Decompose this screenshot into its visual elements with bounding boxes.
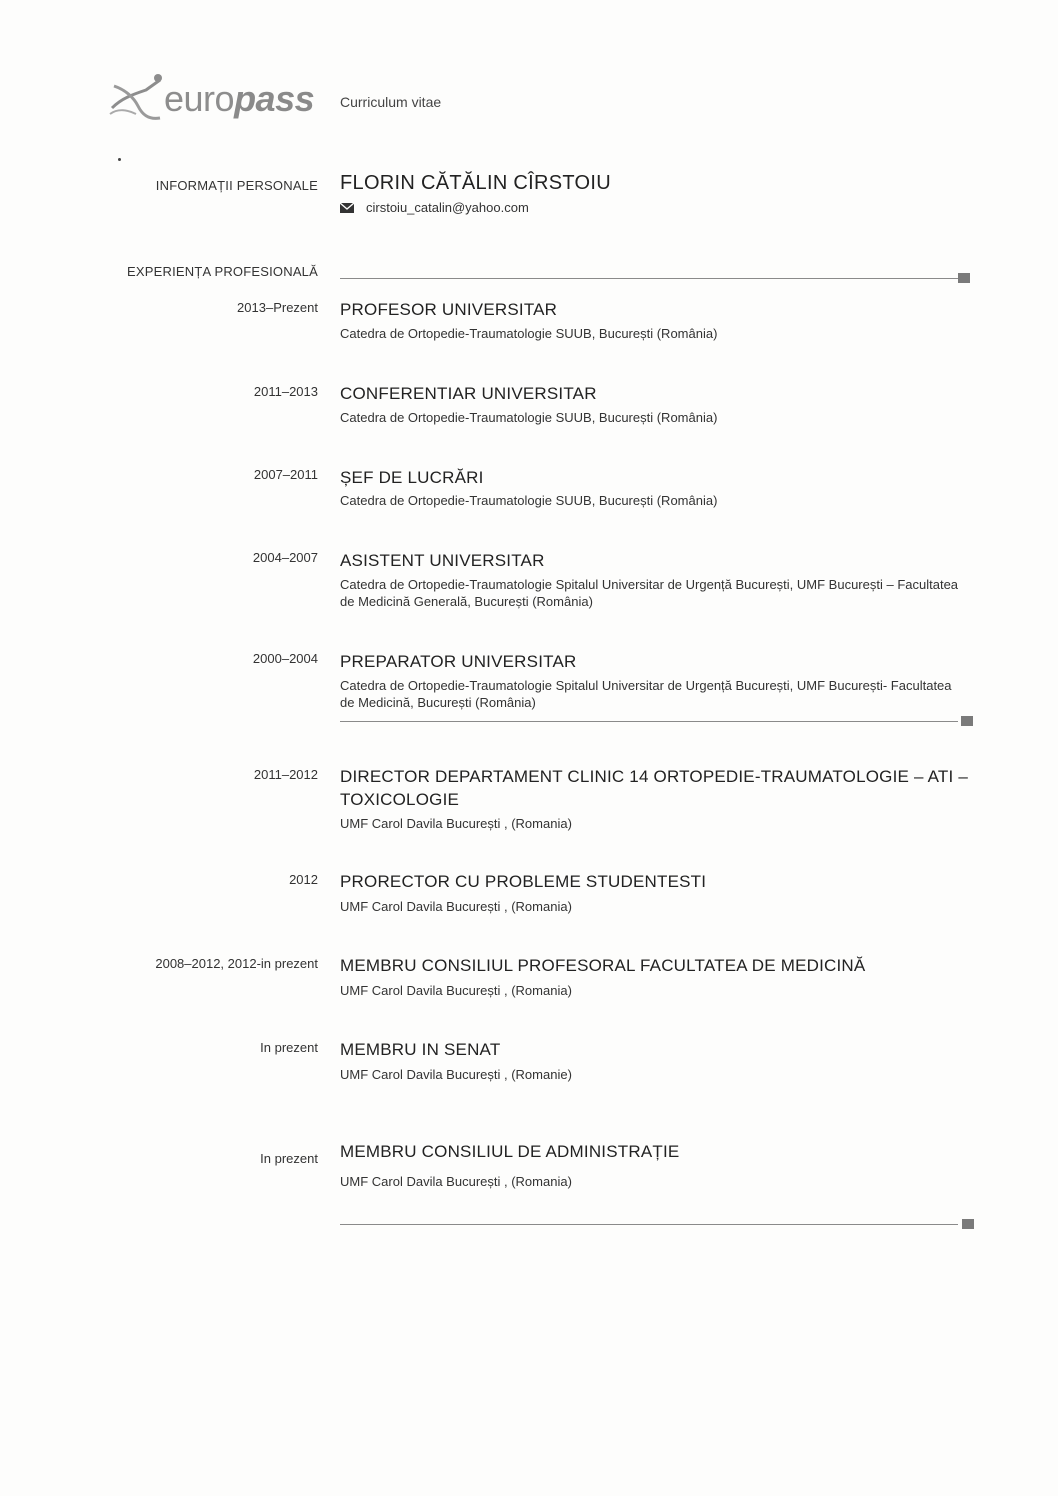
entry-date: 2008–2012, 2012-in prezent bbox=[155, 956, 318, 971]
entry-organization: Catedra de Ortopedie-Traumatologie SUUB, București (România) bbox=[340, 326, 718, 341]
entry-date: 2012 bbox=[289, 872, 318, 887]
europass-figure-icon bbox=[108, 68, 168, 138]
logo-wordmark: europass bbox=[164, 78, 315, 119]
entry-organization: UMF Carol Davila București , (Romania) bbox=[340, 899, 572, 914]
entry-organization: UMF Carol Davila București , (Romania) bbox=[340, 1174, 572, 1189]
entry-organization: Catedra de Ortopedie-Traumatologie Spitalul Universitar de Urgență București, UMF București- Facultatea de Medicină, București (România) bbox=[340, 678, 952, 710]
entry-title: PRORECTOR CU PROBLEME STUDENTESTI bbox=[340, 872, 707, 891]
envelope-icon bbox=[340, 203, 354, 213]
email-row bbox=[340, 200, 529, 215]
divider-marker bbox=[961, 716, 973, 726]
entry-organization: Catedra de Ortopedie-Traumatologie SUUB, București (România) bbox=[340, 410, 718, 425]
personal-info-label: INFORMAȚII PERSONALE bbox=[155, 178, 318, 193]
entry-title: MEMBRU CONSILIUL PROFESORAL FACULTATEA DE MEDICINĂ bbox=[340, 956, 866, 975]
entry-date: 2011–2013 bbox=[253, 384, 318, 399]
entry-date: 2004–2007 bbox=[252, 550, 318, 565]
document-title: Curriculum vitae bbox=[340, 94, 442, 110]
section-divider bbox=[340, 1224, 958, 1225]
entry-title: MEMBRU CONSILIUL DE ADMINISTRAȚIE bbox=[340, 1142, 680, 1161]
entry-title: ȘEF DE LUCRĂRI bbox=[340, 468, 484, 487]
person-name: FLORIN CĂTĂLIN CÎRSTOIU bbox=[340, 172, 612, 194]
divider-marker bbox=[962, 1219, 974, 1229]
entry-title: DIRECTOR DEPARTAMENT CLINIC 14 ORTOPEDIE-TRAUMATOLOGIE – ATI – TOXICOLOGIE bbox=[340, 767, 968, 809]
entry-organization: UMF Carol Davila București , (Romania) bbox=[340, 983, 572, 998]
experience-section-label: EXPERIENȚA PROFESIONALĂ bbox=[127, 264, 318, 279]
europass-logo bbox=[108, 68, 318, 138]
entry-date: 2011–2012 bbox=[253, 767, 318, 782]
email-address: cirstoiu_catalin@yahoo.com bbox=[366, 200, 529, 215]
entry-date: In prezent bbox=[260, 1040, 318, 1055]
entry-date: In prezent bbox=[260, 1151, 318, 1166]
entry-organization: UMF Carol Davila București , (Romania) bbox=[340, 816, 572, 831]
entry-organization: UMF Carol Davila București , (Romanie) bbox=[340, 1067, 572, 1082]
entry-date: 2000–2004 bbox=[252, 651, 318, 666]
entry-organization: Catedra de Ortopedie-Traumatologie Spitalul Universitar de Urgență București, UMF București – Facultatea de Medicină Generală, București (România) bbox=[340, 577, 959, 609]
divider-marker bbox=[958, 273, 970, 283]
entry-title: CONFERENTIAR UNIVERSITAR bbox=[340, 384, 597, 403]
section-divider bbox=[340, 278, 958, 279]
scan-mark bbox=[118, 158, 121, 161]
entry-title: PREPARATOR UNIVERSITAR bbox=[340, 652, 577, 671]
entry-title: ASISTENT UNIVERSITAR bbox=[340, 551, 545, 570]
entry-date: 2013–Prezent bbox=[237, 300, 318, 315]
entry-date: 2007–2011 bbox=[253, 467, 318, 482]
section-divider bbox=[340, 721, 958, 722]
entry-title: PROFESOR UNIVERSITAR bbox=[340, 300, 558, 319]
entry-organization: Catedra de Ortopedie-Traumatologie SUUB, București (România) bbox=[340, 493, 718, 508]
entry-title: MEMBRU IN SENAT bbox=[340, 1040, 501, 1059]
